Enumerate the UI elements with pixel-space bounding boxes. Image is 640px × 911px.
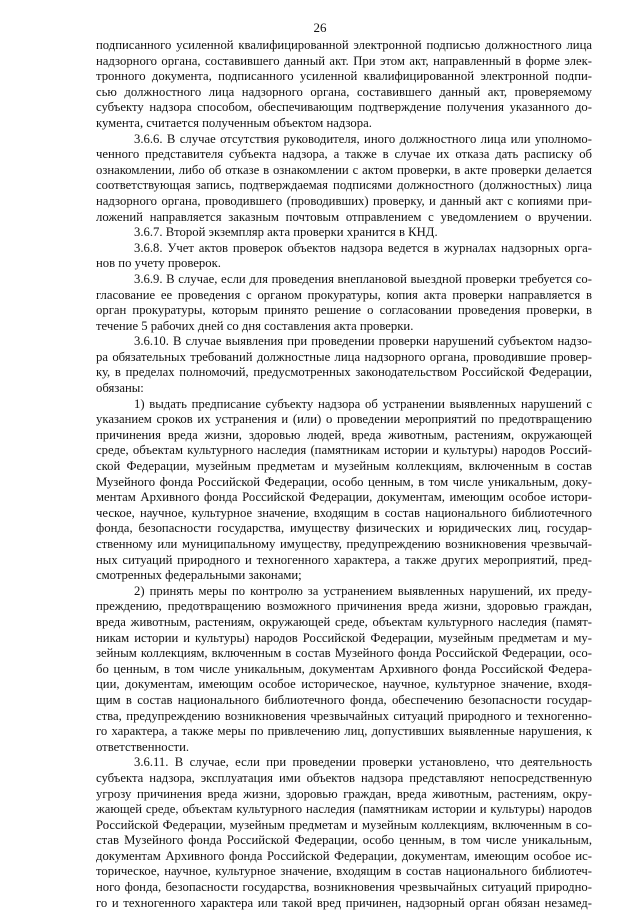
text-line: угрозу причинения вреда жизни, здоровью граждан, вреда животным, растениям, окру-: [96, 786, 592, 801]
text-line: тронного документа, подписанного усиленной квалифицированной электронной подпи-: [96, 69, 592, 84]
text-line: ственному или муниципальному имуществу, предупреждению возникновения чрезвычай-: [96, 537, 592, 551]
paragraph-3-6-8: [96, 241, 592, 272]
document-body: [96, 38, 592, 911]
text-line: 3.6.7. Второй экземпляр акта проверки хранится в КНД.: [134, 225, 438, 240]
paragraph-3-6-9: [96, 272, 592, 334]
text-line: го и техногенного характера или такой вред причинен, надзорный орган обязан незамед-: [96, 895, 592, 910]
paragraph-3-6-11: [96, 755, 592, 911]
text-line: торическое, научное, культурное значение, входящим в состав национального библиотеч-: [96, 864, 592, 879]
text-line: никам истории и культуры) народов Российской Федерации, музейным предметам и му-: [96, 630, 592, 645]
text-line: ответственности.: [96, 739, 190, 754]
paragraph-3-6-7: [96, 225, 592, 241]
text-line: причинения вреда жизни, здоровью людей, вреда животным, растениям, окружающей: [96, 427, 592, 442]
text-line: документам Архивного фонда Российской Федерации, документам, имеющим особое ис-: [96, 848, 592, 863]
text-line: орган прокуратуры, которым принято решение о согласовании проведения проверки, в: [96, 303, 592, 318]
text-line: надзорного органа, проводившего (проводивших) проверку, и данный акт с копиями при-: [96, 193, 592, 208]
paragraph-3-6-6: [96, 132, 592, 226]
text-line: подписанного усиленной квалифицированной электронной подписью должностного лица: [96, 38, 592, 52]
text-line: Российской Федерации, музейным предметам и музейным коллекциям, включенным в со-: [96, 817, 592, 832]
text-line: 3.6.8. Учет актов проверок объектов надзора ведется в журналах надзорных орга-: [134, 240, 592, 255]
text-line: 3.6.9. В случае, если для проведения внеплановой выездной проверки требуется со-: [134, 271, 592, 286]
text-line: щим в состав национального библиотечного фонда, обеспечению безопасности государ-: [96, 692, 592, 707]
text-line: ченного представителя субъекта надзора, а также в случае их отказа дать расписку об: [96, 147, 592, 162]
text-line: кумента, считается полученным объектом надзора.: [96, 115, 372, 130]
text-line: ку, в пределах полномочий, предусмотренных законодательством Российской Федерации,: [96, 365, 592, 380]
text-line: жающей среде, объектам культурного наследия (памятникам истории и культуры) народов: [96, 802, 592, 817]
text-line: указанием сроков их устранения и (или) о проведении мероприятий по предотвращению: [96, 412, 592, 427]
text-line: 2) принять меры по контролю за устранением выявленных нарушений, их преду-: [134, 583, 592, 598]
page-number: 26: [313, 20, 327, 35]
text-line: ложений направляется заказным почтовым отправлением с уведомлением о вручении.: [96, 209, 592, 224]
text-line: преждению, предотвращению возможного причинения вреда жизни, здоровью граждан,: [96, 599, 592, 614]
text-line: обязаны:: [96, 381, 144, 396]
text-line: 3.6.10. В случае выявления при проведении проверки нарушений субъектом надзо-: [134, 334, 592, 349]
text-line: го характера, а также меры по привлечению лиц, допустивших выявленные нарушения, к: [96, 724, 592, 739]
text-line: 3.6.6. В случае отсутствия руководителя, иного должностного лица или уполномо-: [134, 131, 592, 146]
text-line: ментам Архивного фонда Российской Федерации, документам, имеющим особое истори-: [96, 490, 592, 505]
text-line: ции, документам, имеющим особое историческое, научное, культурное значение, входя-: [96, 677, 592, 692]
paragraph-continuation: [96, 38, 592, 132]
text-line: ных ситуаций природного и техногенного характера, а также других мероприятий, пред-: [96, 552, 592, 567]
text-line: ного фонда, безопасности государства, возникновения чрезвычайных ситуаций природно-: [96, 880, 592, 895]
list-item-2: [96, 584, 592, 756]
text-line: ской Федерации, музейным предметам и музейным коллекциям, включенным в состав: [96, 459, 592, 474]
text-line: ства, предупреждению возникновения чрезвычайных ситуаций природного и техногенно-: [96, 708, 592, 723]
text-line: нов по учету проверок.: [96, 256, 221, 271]
text-line: зейным коллекциям, включенным в состав Музейного фонда Российской Федерации, осо-: [96, 646, 592, 661]
text-line: ра обязательных требований должностные лица надзорного органа, проводившие провер-: [96, 349, 592, 364]
text-line: Музейного фонда Российской Федерации, особо ценным, в том числе уникальным, доку-: [96, 474, 592, 489]
text-line: бо ценным, в том числе уникальным, документам Архивного фонда Российской Федера-: [96, 661, 592, 676]
text-line: течение 5 рабочих дней со дня составления акта проверки.: [96, 318, 414, 333]
text-line: гласование ее проведения с органом прокуратуры, копия акта проверки направляется в: [96, 287, 592, 302]
text-line: сью должностного лица надзорного органа, составившего данный акт, проверяемому: [96, 84, 592, 99]
text-line: среде, объектам культурного наследия (памятникам истории и культуры) народов Россий-: [96, 443, 592, 458]
text-line: ознакомлении, либо об отказе в ознакомлении с актом проверки, в акте проверки делается: [96, 162, 592, 177]
text-line: вреда животным, растениям, окружающей среде, объектам культурного наследия (памят-: [96, 614, 592, 629]
text-line: фонда, безопасности государства, имуществу физических и юридических лиц, государ-: [96, 521, 592, 536]
paragraph-3-6-10: [96, 334, 592, 396]
text-line: 1) выдать предписание субъекту надзора об устранении выявленных нарушений с: [134, 396, 592, 411]
text-line: субъекту надзора способом, обеспечивающим подтверждение получения указанного до-: [96, 100, 592, 115]
text-line: соответствующая запись, подтверждаемая подписями должностного (должностных) лица: [96, 178, 592, 193]
text-line: 3.6.11. В случае, если при проведении проверки установлено, что деятельность: [134, 755, 592, 770]
text-line: ческое, научное, культурное значение, входящим в состав национального библиотечного: [96, 505, 592, 520]
list-item-1: [96, 397, 592, 584]
text-line: надзорного органа, составившего данный акт. При этом акт, направленный в форме элек-: [96, 53, 592, 68]
text-line: субъекта надзора, эксплуатация ими объектов надзора представляют непосредственную: [96, 770, 592, 785]
text-line: смотренных федеральными законами;: [96, 568, 302, 583]
text-line: став Музейного фонда Российской Федерации, особо ценным, в том числе уникальным,: [96, 833, 592, 848]
